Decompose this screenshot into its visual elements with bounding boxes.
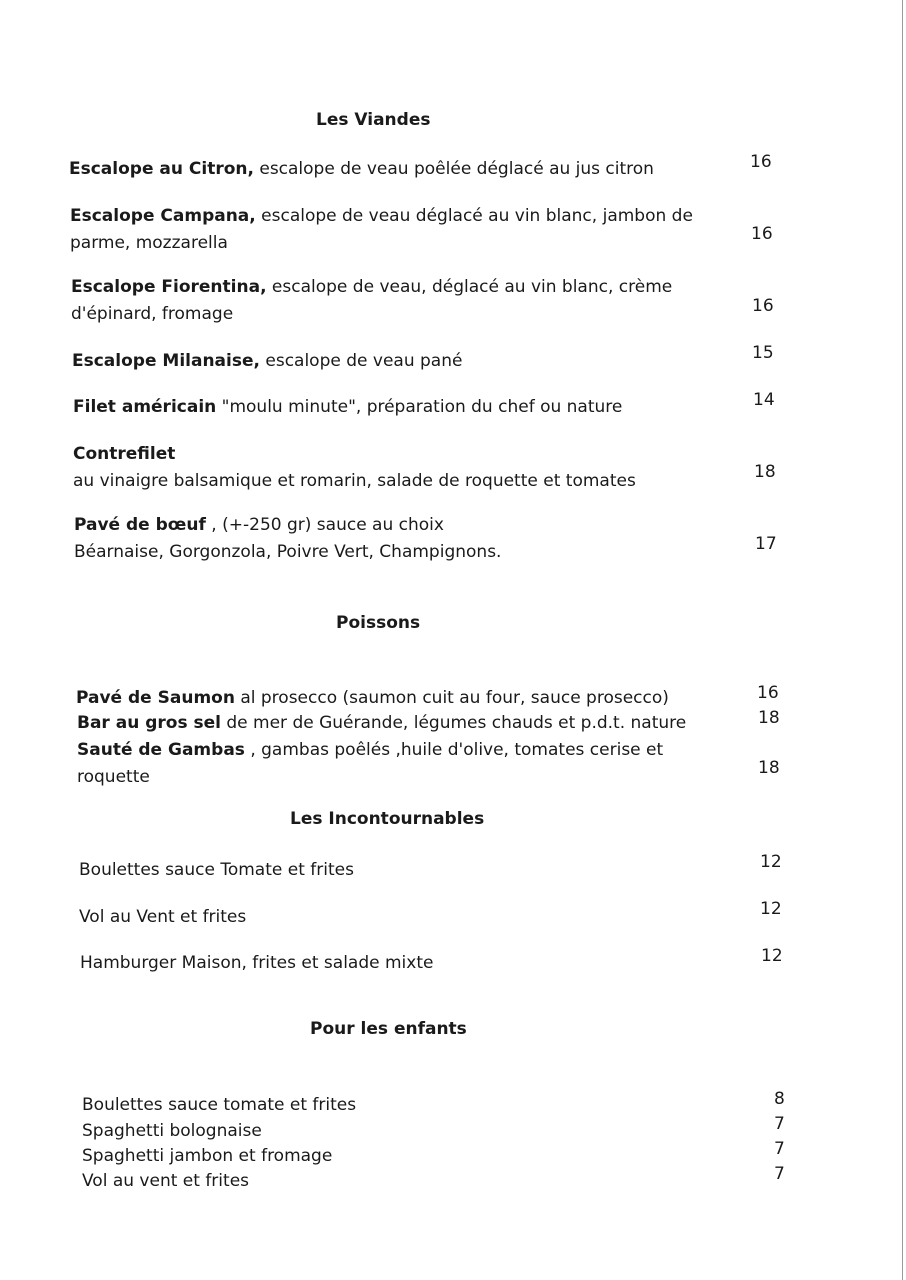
- menu-item-escalope-campana: [70, 203, 693, 257]
- kids-price-spaghetti-jambon: 7: [774, 1139, 785, 1159]
- price-bar-au-gros-sel: 18: [758, 708, 780, 728]
- dish-description: al prosecco (saumon cuit au four, sauce prosecco): [234, 688, 669, 708]
- price-escalope-milanaise: 15: [752, 343, 774, 363]
- menu-item-pave-de-saumon: [76, 685, 669, 711]
- dish-name: Sauté de Gambas: [77, 740, 245, 760]
- dish-description: , gambas poêlés ,huile d'olive, tomates cerise et: [244, 740, 664, 760]
- price-filet-americain: 14: [753, 390, 775, 410]
- section-title-viandes: Les Viandes: [316, 110, 431, 130]
- dish-description-line2: d'épinard, fromage: [71, 304, 234, 324]
- dish-description: , (+-250 gr) sauce au choix: [205, 515, 444, 535]
- price-boulettes: 12: [760, 852, 782, 872]
- dish-description: escalope de veau, déglacé au vin blanc, crème: [266, 277, 673, 297]
- dish-name: Pavé de bœuf: [74, 515, 206, 535]
- dish-name: Escalope Milanaise,: [72, 351, 260, 371]
- dish-description: escalope de veau pané: [259, 351, 463, 371]
- kids-item-boulettes: Boulettes sauce tomate et frites: [82, 1095, 357, 1115]
- price-contrefilet: 18: [754, 462, 776, 482]
- dish-description-line2: Béarnaise, Gorgonzola, Poivre Vert, Champignons.: [74, 542, 502, 562]
- kids-price-vol-au-vent: 7: [774, 1164, 785, 1184]
- kids-price-spaghetti-bolognaise: 7: [774, 1114, 785, 1134]
- menu-item-escalope-citron: [69, 156, 654, 183]
- menu-item-boulettes: Boulettes sauce Tomate et frites: [79, 860, 354, 880]
- kids-item-spaghetti-jambon: Spaghetti jambon et fromage: [82, 1146, 333, 1166]
- menu-item-saute-de-gambas: [77, 737, 663, 791]
- dish-description: escalope de veau déglacé au vin blanc, jambon de: [255, 206, 693, 226]
- kids-item-spaghetti-bolognaise: Spaghetti bolognaise: [82, 1121, 262, 1141]
- section-title-poissons: Poissons: [336, 613, 421, 633]
- kids-price-boulettes: 8: [774, 1089, 785, 1109]
- dish-description-line2: au vinaigre balsamique et romarin, salade de roquette et tomates: [73, 471, 636, 491]
- menu-item-escalope-milanaise: [72, 348, 462, 375]
- menu-item-contrefilet: [73, 441, 636, 495]
- section-title-enfants: Pour les enfants: [310, 1019, 467, 1039]
- price-escalope-campana: 16: [751, 224, 773, 244]
- dish-name: Pavé de Saumon: [76, 688, 235, 708]
- dish-description: escalope de veau poêlée déglacé au jus citron: [253, 159, 654, 179]
- menu-item-pave-de-boeuf: [74, 512, 501, 566]
- dish-name: Escalope Fiorentina,: [71, 277, 267, 297]
- price-escalope-fiorentina: 16: [752, 296, 774, 316]
- dish-name: Filet américain: [73, 397, 217, 417]
- kids-item-vol-au-vent: Vol au vent et frites: [82, 1171, 250, 1191]
- section-title-incontournables: Les Incontournables: [290, 809, 485, 829]
- menu-item-filet-americain: [73, 394, 622, 421]
- dish-description-line2: roquette: [77, 767, 150, 787]
- price-escalope-citron: 16: [750, 152, 772, 172]
- dish-description-line2: parme, mozzarella: [70, 233, 228, 253]
- menu-item-hamburger-maison: Hamburger Maison, frites et salade mixte: [80, 953, 434, 973]
- menu-item-bar-au-gros-sel: [77, 710, 686, 736]
- price-pave-de-boeuf: 17: [755, 534, 777, 554]
- price-vol-au-vent: 12: [760, 899, 782, 919]
- price-pave-de-saumon: 16: [757, 683, 779, 703]
- price-saute-de-gambas: 18: [758, 758, 780, 778]
- dish-name: Contrefilet: [73, 444, 176, 464]
- dish-name: Bar au gros sel: [77, 713, 221, 733]
- menu-item-vol-au-vent: Vol au Vent et frites: [79, 907, 247, 927]
- dish-name: Escalope Campana,: [70, 206, 256, 226]
- menu-item-escalope-fiorentina: [71, 274, 672, 328]
- dish-description: "moulu minute", préparation du chef ou nature: [216, 397, 623, 417]
- dish-name: Escalope au Citron,: [69, 159, 254, 179]
- scan-edge-line: [902, 0, 903, 1280]
- price-hamburger-maison: 12: [761, 946, 783, 966]
- dish-description: de mer de Guérande, légumes chauds et p.d.t. nature: [220, 713, 687, 733]
